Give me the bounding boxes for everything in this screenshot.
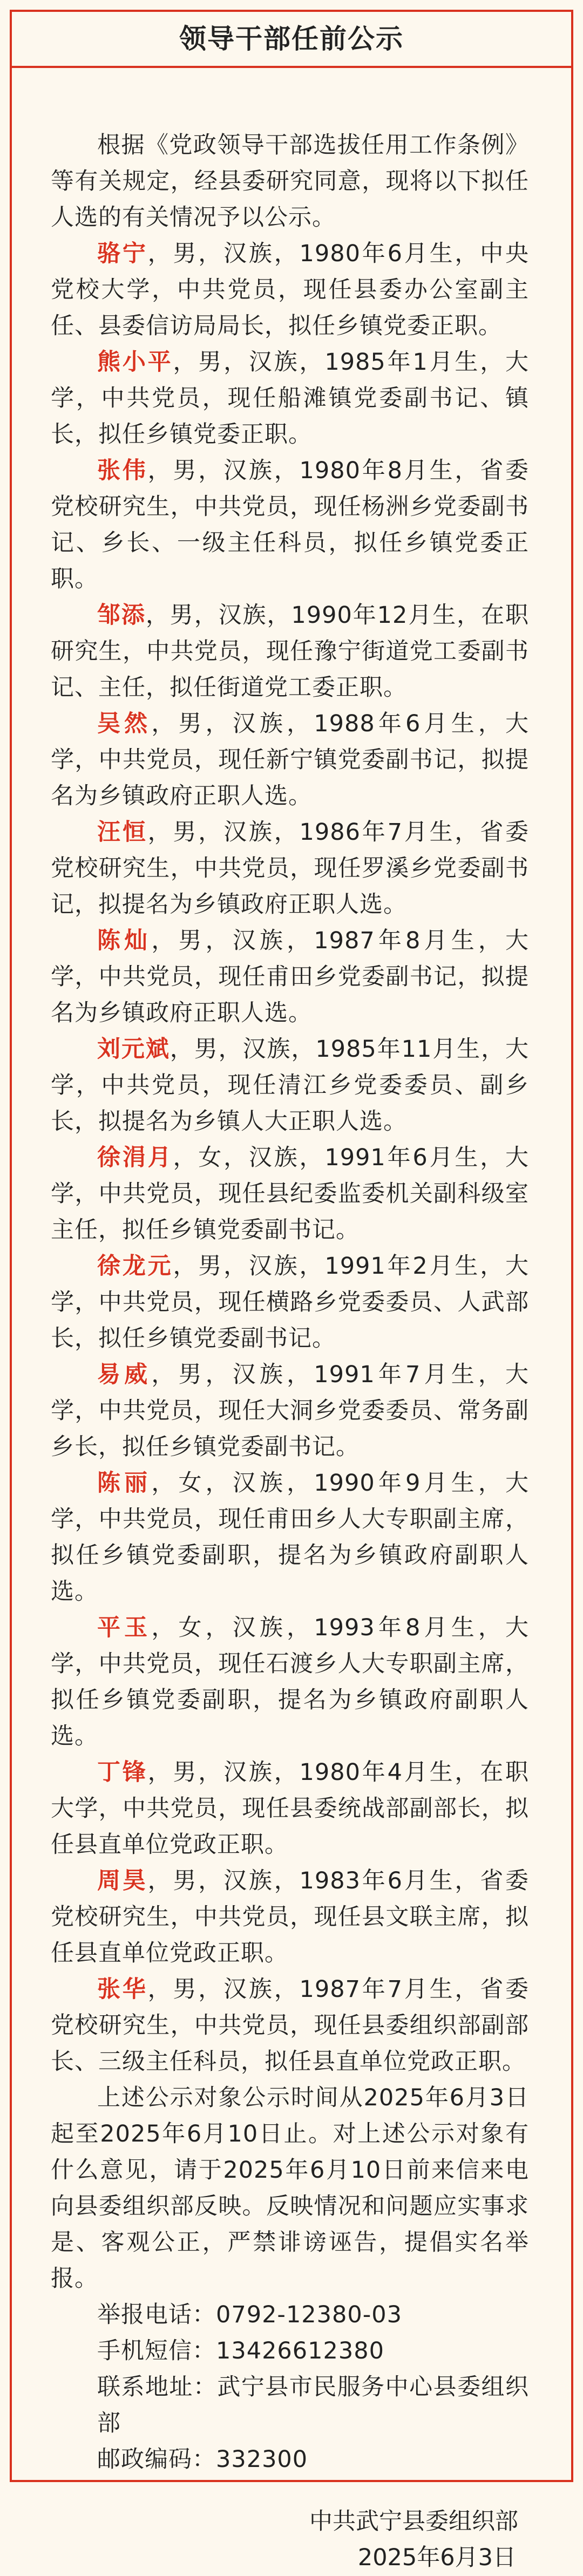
notice-paragraph: 上述公示对象公示时间从2025年6月3日起至2025年6月10日止。对上述公示对象有什么意见，请于2025年6月10日前来信来电向县委组织部反映。反映情况和问题应实事求是、客观公正，严禁诽谤诬告，提倡实名举报。 [51,2084,529,2292]
candidate-entry [51,453,529,597]
contact-phone [97,2297,529,2333]
candidate-info: ，女，汉族，1991年6月生，大学，中共党员，现任县纪委监委机关副科级室主任，拟任乡镇党委副书记。 [51,1144,530,1243]
contact-postcode [97,2442,529,2478]
intro-paragraph: 根据《党政领导干部选拔任用工作条例》等有关规定，经县委研究同意，现将以下拟任人选的有关情况予以公示。 [51,132,529,231]
signature-block [12,2504,571,2576]
candidate-entry [51,344,529,453]
candidate-name: 平玉 [97,1614,152,1641]
candidate-info: ，男，汉族，1990年12月生，在职研究生，中共党员，现任豫宁街道党工委副书记、主任，拟任街道党工委正职。 [51,602,530,701]
contact-sms [97,2333,529,2369]
candidate-info: ，男，汉族，1986年7月生，省委党校研究生，中共党员，现任罗溪乡党委副书记，拟提名为乡镇政府正职人选。 [51,819,530,918]
phone-value: 0792-12380-03 [216,2301,402,2328]
candidate-entry [51,1140,529,1248]
candidate-info: ，女，汉族，1993年8月生，大学，中共党员，现任石渡乡人大专职副主席，拟任乡镇党委副职，提名为乡镇政府副职人选。 [51,1614,530,1750]
candidate-name: 熊小平 [97,349,173,376]
document-title: 领导干部任前公示 [12,12,571,68]
candidate-name: 周昊 [97,1867,148,1894]
candidate-info: ，男，汉族，1980年4月生，在职大学，中共党员，现任县委统战部副部长，拟任县直单位党政正职。 [51,1759,530,1858]
candidate-name: 丁锋 [97,1759,148,1786]
candidate-name: 骆宁 [97,240,148,267]
candidate-name: 汪恒 [97,819,148,846]
candidate-name: 吴然 [97,710,152,737]
candidate-info: ，男，汉族，1983年6月生，省委党校研究生，中共党员，现任县文联主席，拟任县直单位党政正职。 [51,1867,530,1967]
candidate-entry [51,1610,529,1755]
candidate-name: 陈灿 [97,927,152,954]
contact-block [51,2297,529,2478]
candidate-entry [51,236,529,344]
candidate-entry [51,706,529,814]
candidate-entry [51,1972,529,2080]
postcode-label: 邮政编码： [97,2446,216,2473]
candidate-name: 易威 [97,1361,152,1388]
signature-org: 中共武宁县委组织部 [309,2508,518,2535]
document-body [12,127,571,2478]
sms-value: 13426612380 [216,2337,384,2364]
candidate-info: ，男，汉族，1980年8月生，省委党校研究生，中共党员，现任杨洲乡党委副书记、乡长、一级主任科员，拟任乡镇党委正职。 [51,457,530,593]
candidate-info: ，女，汉族，1990年9月生，大学，中共党员，现任甫田乡人大专职副主席，拟任乡镇党委副职，提名为乡镇政府副职人选。 [51,1470,530,1605]
candidate-entry [51,1755,529,1863]
candidate-info: ，男，汉族，1987年8月生，大学，中共党员，现任甫田乡党委副书记，拟提名为乡镇政府正职人选。 [51,927,530,1027]
candidate-name: 邹添 [97,602,146,629]
address-label: 联系地址： [97,2374,218,2401]
candidate-info: ，男，汉族，1987年7月生，省委党校研究生，中共党员，现任县委组织部副部长、三级主任科员，拟任县直单位党政正职。 [51,1976,530,2075]
contact-address [97,2369,529,2442]
candidate-info: ，男，汉族，1991年2月生，大学，中共党员，现任横路乡党委委员、人武部长，拟任乡镇党委副书记。 [51,1253,530,1352]
candidate-entry [51,1248,529,1357]
candidate-entry [51,923,529,1031]
candidate-name: 张伟 [97,457,148,484]
candidate-info: ，男，汉族，1991年7月生，大学，中共党员，现任大洞乡党委委员、常务副乡长，拟任乡镇党委副书记。 [51,1361,530,1460]
postcode-value: 332300 [216,2446,308,2473]
phone-label: 举报电话： [97,2301,216,2328]
candidate-info: ，男，汉族，1985年1月生，大学，中共党员，现任船滩镇党委副书记、镇长，拟任乡镇党委正职。 [51,349,530,448]
candidate-info: ，男，汉族，1980年6月生，中央党校大学，中共党员，现任县委办公室副主任、县委信访局局长，拟任乡镇党委正职。 [51,240,530,339]
sms-label: 手机短信： [97,2337,216,2364]
candidate-entry [51,597,529,706]
candidate-info: ，男，汉族，1985年11月生，大学，中共党员，现任清江乡党委委员、副乡长，拟提名为乡镇人大正职人选。 [51,1036,530,1135]
candidate-name: 张华 [97,1976,148,2003]
notice-document [10,10,573,2571]
candidate-list [51,236,529,2080]
candidate-name: 徐龙元 [97,1253,173,1280]
signature-date: 2025年6月3日 [357,2544,516,2571]
candidate-entry [51,1863,529,1972]
address-value: 武宁县市民服务中心县委组织部 [97,2374,530,2437]
candidate-entry [51,1031,529,1140]
candidate-entry [51,1465,529,1610]
candidate-name: 刘元斌 [97,1036,170,1063]
candidate-entry [51,1357,529,1465]
candidate-name: 陈丽 [97,1470,152,1497]
candidate-name: 徐涓月 [97,1144,173,1171]
candidate-entry [51,814,529,923]
candidate-info: ，男，汉族，1988年6月生，大学，中共党员，现任新宁镇党委副书记，拟提名为乡镇政府正职人选。 [51,710,530,810]
